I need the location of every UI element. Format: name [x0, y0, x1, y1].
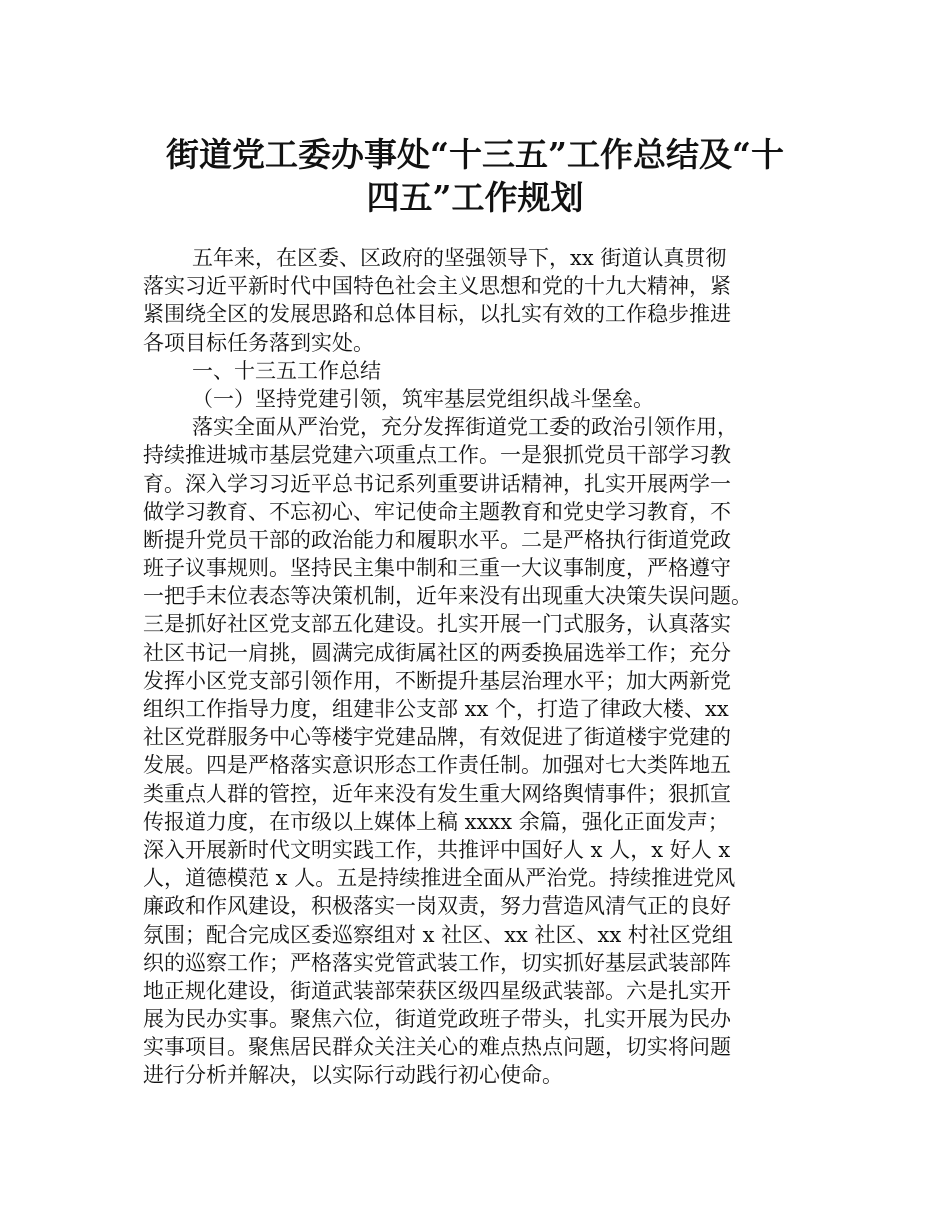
body-line: 进行分析并解决，以实际行动践行初心使命。 — [143, 1063, 563, 1088]
body-line: 三是抓好社区党支部五化建设。扎实开展一门式服务，认真落实 — [143, 612, 731, 637]
document-body — [143, 244, 855, 1090]
body-line: 发挥小区党支部引领作用，不断提升基层治理水平；加大两新党 — [143, 668, 731, 693]
body-line: 发展。四是严格落实意识形态工作责任制。加强对七大类阵地五 — [143, 753, 731, 778]
body-line: 组织工作指导力度，组建非公支部 xx 个，打造了律政大楼、xx — [143, 697, 729, 721]
body-line: 断提升党员干部的政治能力和履职水平。二是严格执行街道党政 — [143, 527, 731, 552]
body-line: 落实全面从严治党，充分发挥街道党工委的政治引领作用， — [192, 415, 738, 440]
body-line: 一把手末位表态等决策机制，近年来没有出现重大决策失误问题。 — [143, 584, 752, 609]
document-title — [120, 133, 830, 219]
body-line: 氛围；配合完成区委巡察组对 x 社区、xx 社区、xx 村社区党组 — [143, 922, 733, 947]
body-line: 紧围绕全区的发展思路和总体目标，以扎实有效的工作稳步推进 — [143, 302, 731, 327]
body-line: 五年来，在区委、区政府的坚强领导下，xx 街道认真贯彻 — [192, 246, 727, 270]
body-line: 人，道德模范 x 人。五是持续推进全面从严治党。持续推进党风 — [143, 866, 736, 891]
body-line: 社区党群服务中心等楼宇党建品牌，有效促进了街道楼宇党建的 — [143, 725, 731, 750]
body-line: 落实习近平新时代中国特色社会主义思想和党的十九大精神，紧 — [143, 274, 731, 299]
body-line: 各项目标任务落到实处。 — [143, 330, 374, 355]
body-line: 织的巡察工作；严格落实党管武装工作，切实抓好基层武装部阵 — [143, 950, 731, 975]
body-line: 展为民办实事。聚焦六位，街道党政班子带头，扎实开展为民办 — [143, 1007, 731, 1032]
body-line: 一、十三五工作总结 — [192, 358, 381, 383]
title-line-1: 街道党工委办事处“十三五”工作总结及“十 — [166, 135, 784, 174]
body-line: 持续推进城市基层党建六项重点工作。一是狠抓党员干部学习教 — [143, 443, 731, 468]
body-line: 深入开展新时代文明实践工作，共推评中国好人 x 人，x 好人 x — [143, 837, 731, 862]
body-line: 传报道力度，在市级以上媒体上稿 xxxx 余篇，强化正面发声； — [143, 809, 729, 834]
title-line-2: 四五”工作规划 — [366, 178, 584, 217]
body-line: 实事项目。聚焦居民群众关注关心的难点热点问题，切实将问题 — [143, 1035, 731, 1060]
body-line: 类重点人群的管控，近年来没有发生重大网络舆情事件；狠抓宣 — [143, 781, 731, 806]
body-line: 做学习教育、不忘初心、牢记使命主题教育和党史学习教育，不 — [143, 499, 731, 524]
body-line: 廉政和作风建设，积极落实一岗双责，努力营造风清气正的良好 — [143, 894, 731, 919]
body-line: 育。深入学习习近平总书记系列重要讲话精神，扎实开展两学一 — [143, 471, 731, 496]
body-line: 社区书记一肩挑，圆满完成街属社区的两委换届选举工作；充分 — [143, 640, 731, 665]
body-line: 地正规化建设，街道武装部荣获区级四星级武装部。六是扎实开 — [143, 978, 731, 1003]
body-line: （一）坚持党建引领，筑牢基层党组织战斗堡垒。 — [192, 386, 654, 411]
body-line: 班子议事规则。坚持民主集中制和三重一大议事制度，严格遵守 — [143, 556, 731, 581]
